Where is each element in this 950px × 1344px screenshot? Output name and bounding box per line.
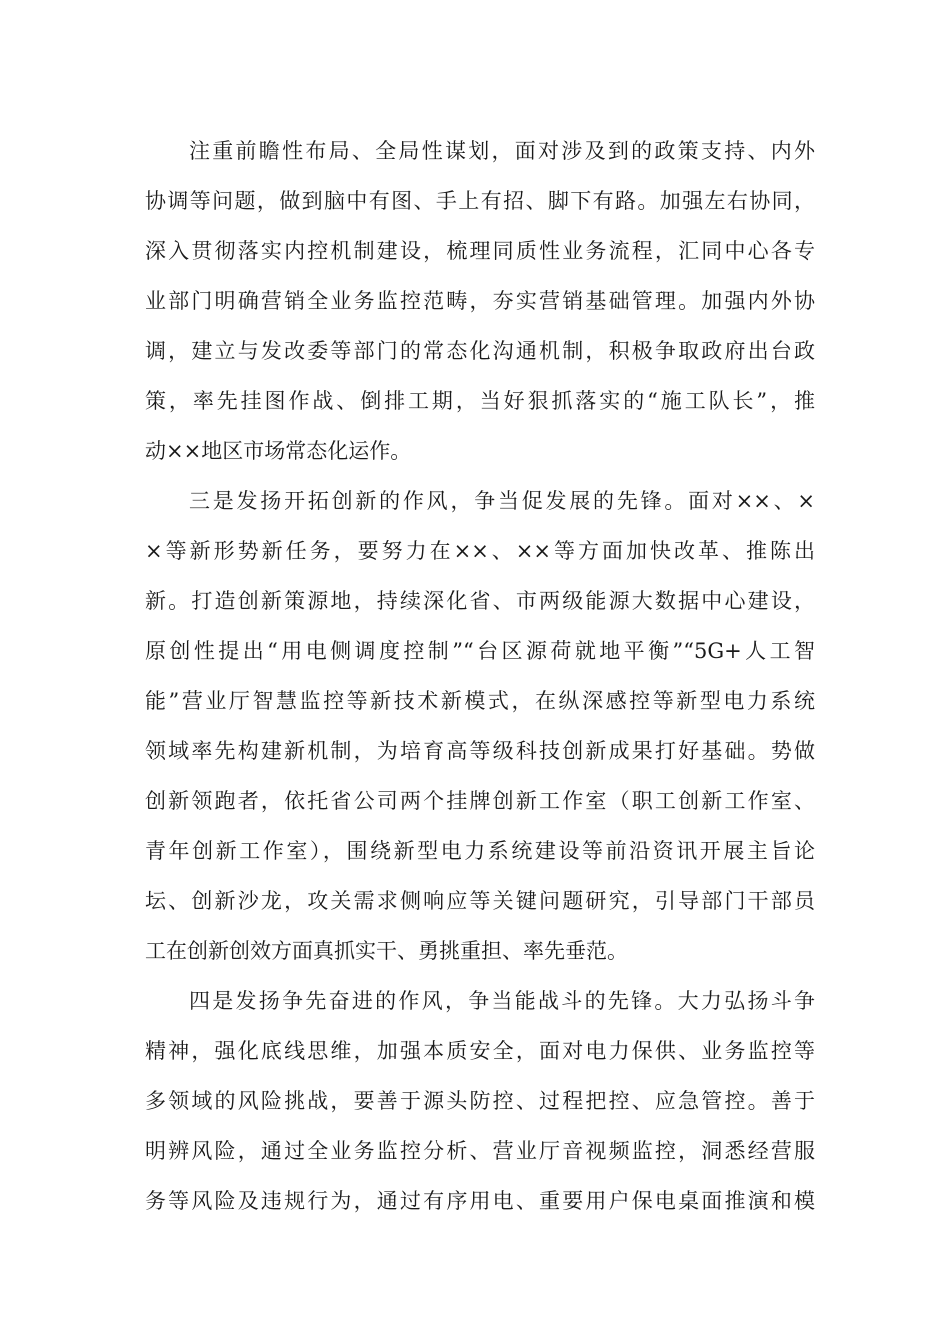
text-line-11: 原创性提出“用电侧调度控制”“台区源荷就地平衡”“5G+人工智 (145, 639, 815, 663)
text-line-13: 领域率先构建新机制，为培育高等级科技创新成果打好基础。势做 (145, 739, 815, 763)
document-body (145, 126, 815, 1226)
text-line-22: 务等风险及违规行为，通过有序用电、重要用户保电桌面推演和模 (145, 1189, 815, 1213)
text-line-15: 青年创新工作室），围绕新型电力系统建设等前沿资讯开展主旨论 (145, 839, 815, 863)
text-line-21: 明辨风险，通过全业务监控分析、营业厅音视频监控，洞悉经营服 (145, 1139, 815, 1163)
text-line-14: 创新领跑者，依托省公司两个挂牌创新工作室（职工创新工作室、 (145, 789, 815, 813)
text-line-5: 调，建立与发改委等部门的常态化沟通机制，积极争取政府出台政 (145, 339, 815, 363)
text-line-20: 多领域的风险挑战，要善于源头防控、过程把控、应急管控。善于 (145, 1089, 815, 1113)
text-line-3: 深入贯彻落实内控机制建设，梳理同质性业务流程，汇同中心各专 (145, 239, 815, 263)
text-line-18: 四是发扬争先奋进的作风，争当能战斗的先锋。大力弘扬斗争 (189, 989, 815, 1013)
text-line-4: 业部门明确营销全业务监控范畴，夯实营销基础管理。加强内外协 (145, 289, 815, 313)
text-line-2: 协调等问题，做到脑中有图、手上有招、脚下有路。加强左右协同， (145, 189, 815, 213)
text-line-6: 策，率先挂图作战、倒排工期，当好狠抓落实的“施工队长”，推 (145, 389, 815, 413)
text-line-12: 能”营业厅智慧监控等新技术新模式，在纵深感控等新型电力系统 (145, 689, 815, 713)
text-line-10: 新。打造创新策源地，持续深化省、市两级能源大数据中心建设， (145, 589, 815, 613)
text-line-7: 动××地区市场常态化运作。 (145, 439, 412, 463)
text-line-9: ×等新形势新任务，要努力在××、××等方面加快改革、推陈出 (145, 539, 815, 563)
text-line-16: 坛、创新沙龙，攻关需求侧响应等关键问题研究，引导部门干部员 (145, 889, 815, 913)
text-line-1: 注重前瞻性布局、全局性谋划，面对涉及到的政策支持、内外 (189, 139, 815, 163)
text-line-17: 工在创新创效方面真抓实干、勇挑重担、率先垂范。 (145, 939, 628, 963)
text-line-19: 精神，强化底线思维，加强本质安全，面对电力保供、业务监控等 (145, 1039, 815, 1063)
text-line-8: 三是发扬开拓创新的作风，争当促发展的先锋。面对××、× (189, 489, 815, 513)
